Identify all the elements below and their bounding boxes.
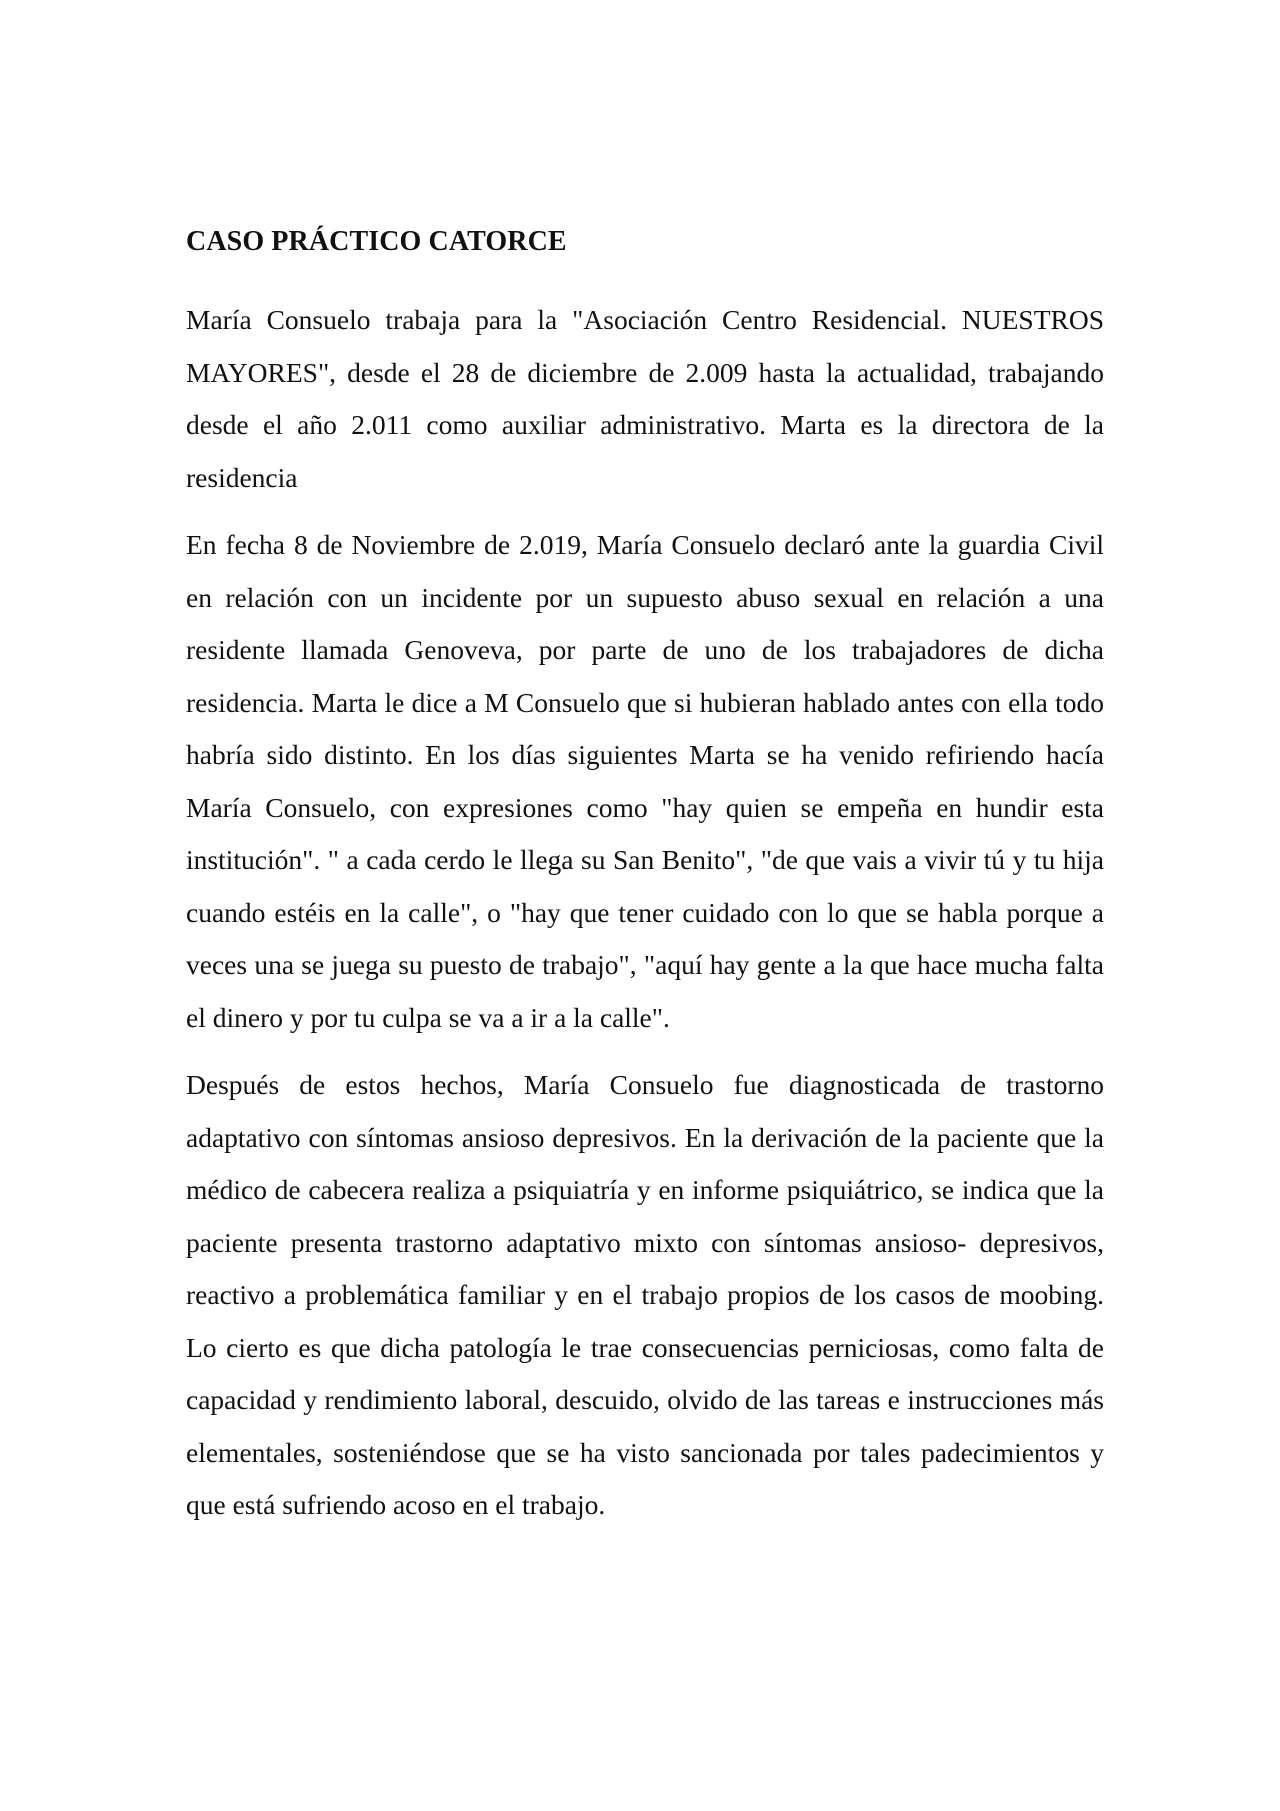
document-body — [186, 224, 1104, 1547]
paragraph-2: En fecha 8 de Noviembre de 2.019, María Consuelo declaró ante la guardia Civil en relación con un incidente por un supuesto abuso sexual en relación a una residente llamada Genoveva, por parte de uno de los trabajadores de dicha residencia. Marta le dice a M Consuelo que si hubieran hablado antes con ella todo habría sido distinto. En los días siguientes Marta se ha venido refiriendo hacía María Consuelo, con expresiones como "hay quien se empeña en hundir esta institución". " a cada cerdo le llega su San Benito", "de que vais a vivir tú y tu hija cuando estéis en la calle", o "hay que tener cuidado con lo que se habla porque a veces una se juega su puesto de trabajo", "aquí hay gente a la que hace mucha falta el dinero y por tu culpa se va a ir a la calle". — [186, 529, 1104, 1033]
document-title: CASO PRÁCTICO CATORCE — [186, 226, 567, 257]
paragraph-1: María Consuelo trabaja para la "Asociación Centro Residencial. NUESTROS MAYORES", desde el 28 de diciembre de 2.009 hasta la actualidad, trabajando desde el año 2.011 como auxiliar administrativo. Marta es la directora de la residencia — [186, 304, 1104, 493]
paragraph-3: Después de estos hechos, María Consuelo fue diagnosticada de trastorno adaptativo con síntomas ansioso depresivos. En la derivación de la paciente que la médico de cabecera realiza a psiquiatría y en informe psiquiátrico, se indica que la paciente presenta trastorno adaptativo mixto con síntomas ansioso- depresivos, reactivo a problemática familiar y en el trabajo propios de los casos de moobing. Lo cierto es que dicha patología le trae consecuencias perniciosas, como falta de capacidad y rendimiento laboral, descuido, olvido de las tareas e instrucciones más elementales, sosteniéndose que se ha visto sancionada por tales padecimientos y que está sufriendo acoso en el trabajo. — [186, 1069, 1104, 1520]
